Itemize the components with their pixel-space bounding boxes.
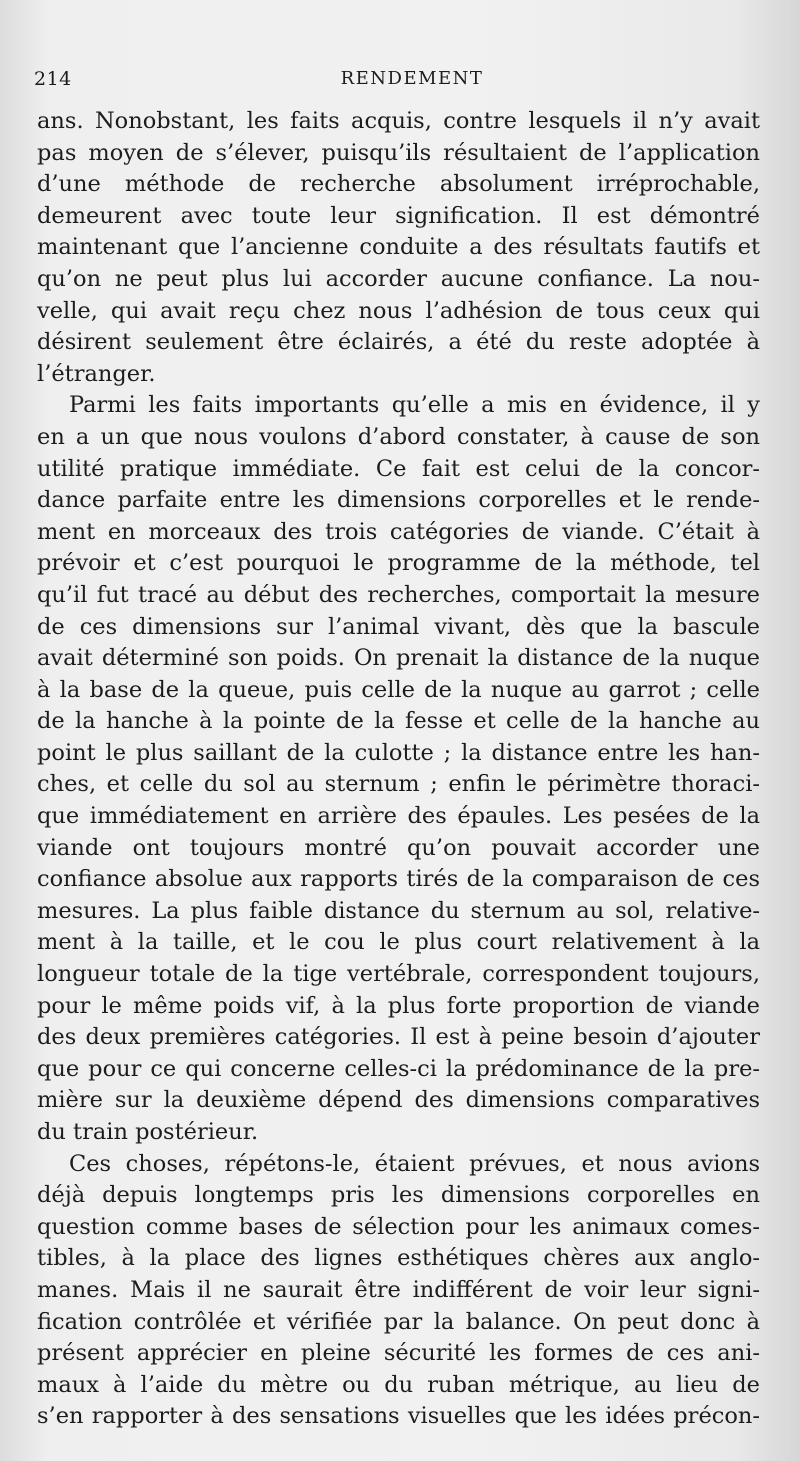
text-line: que immédiatement en arrière des épaules. Les pesées de la bbox=[37, 803, 760, 830]
text-line: de ces dimensions sur l’animal vivant, dès que la bascule bbox=[37, 613, 760, 640]
text-line: manes. Mais il ne saurait être indifférent de voir leur signi- bbox=[37, 1276, 760, 1303]
text-line: s’en rapporter à des sensations visuelles que les idées précon- bbox=[37, 1403, 760, 1430]
text-line: point le plus saillant de la culotte ; la distance entre les han- bbox=[37, 739, 760, 766]
paragraph bbox=[37, 106, 760, 390]
text-line: utilité pratique immédiate. Ce fait est celui de la concor- bbox=[37, 455, 760, 482]
text-line: viande ont toujours montré qu’on pouvait accorder une bbox=[37, 834, 760, 861]
text-line: question comme bases de sélection pour les animaux comes- bbox=[37, 1213, 760, 1240]
body-text bbox=[37, 106, 760, 1433]
page-number: 214 bbox=[34, 68, 72, 90]
text-line: que pour ce qui concerne celles-ci la prédominance de la pre- bbox=[37, 1055, 760, 1082]
paragraph bbox=[37, 1149, 760, 1433]
text-line: longueur totale de la tige vertébrale, correspondent toujours, bbox=[37, 961, 760, 988]
text-line: de la hanche à la pointe de la fesse et celle de la hanche au bbox=[37, 708, 760, 735]
text-line: confiance absolue aux rapports tirés de la comparaison de ces bbox=[37, 866, 760, 893]
text-line: qu’on ne peut plus lui accorder aucune confiance. La nou- bbox=[37, 265, 760, 292]
running-title: RENDEMENT bbox=[340, 68, 484, 89]
text-line: demeurent avec toute leur signification. Il est démontré bbox=[37, 202, 760, 229]
text-line: qu’il fut tracé au début des recherches, comportait la mesure bbox=[37, 581, 760, 608]
text-line: mière sur la deuxième dépend des dimensions comparatives bbox=[37, 1087, 760, 1114]
text-line: ment à la taille, et le cou le plus court relativement à la bbox=[37, 929, 760, 956]
text-line: mesures. La plus faible distance du sternum au sol, relative- bbox=[37, 897, 760, 924]
text-line: maintenant que l’ancienne conduite a des résultats fautifs et bbox=[37, 234, 760, 261]
text-line: du train postérieur. bbox=[37, 1119, 259, 1145]
text-line: à la base de la queue, puis celle de la nuque au garrot ; celle bbox=[37, 676, 760, 703]
running-head bbox=[34, 68, 750, 94]
text-line: tibles, à la place des lignes esthétiques chères aux anglo- bbox=[37, 1245, 760, 1272]
text-line: ment en morceaux des trois catégories de viande. C’était à bbox=[37, 518, 760, 545]
paragraph bbox=[37, 390, 760, 1148]
text-line: ches, et celle du sol au sternum ; enfin le périmètre thoraci- bbox=[37, 771, 760, 798]
text-line: Parmi les faits importants qu’elle a mis en évidence, il y bbox=[69, 392, 760, 419]
text-line: des deux premières catégories. Il est à peine besoin d’ajouter bbox=[37, 1024, 760, 1051]
text-line: déjà depuis longtemps pris les dimensions corporelles en bbox=[37, 1182, 760, 1209]
text-line: Ces choses, répétons-le, étaient prévues, et nous avions bbox=[69, 1150, 760, 1177]
text-line: désirent seulement être éclairés, a été du reste adoptée à bbox=[37, 329, 760, 356]
text-line: prévoir et c’est pourquoi le programme de la méthode, tel bbox=[37, 550, 760, 577]
text-line: d’une méthode de recherche absolument irréprochable, bbox=[37, 171, 760, 198]
text-line: présent apprécier en pleine sécurité les formes de ces ani- bbox=[37, 1340, 760, 1367]
text-line: ans. Nonobstant, les faits acquis, contre lesquels il n’y avait bbox=[37, 108, 760, 134]
text-line: l’étranger. bbox=[37, 360, 156, 387]
text-line: en a un que nous voulons d’abord constater, à cause de son bbox=[37, 423, 760, 450]
text-line: fication contrôlée et vérifiée par la balance. On peut donc à bbox=[37, 1308, 760, 1335]
text-line: maux à l’aide du mètre ou du ruban métrique, au lieu de bbox=[37, 1371, 760, 1398]
text-line: dance parfaite entre les dimensions corporelles et le rende- bbox=[37, 487, 760, 514]
text-line: velle, qui avait reçu chez nous l’adhésion de tous ceux qui bbox=[37, 297, 760, 324]
text-line: avait déterminé son poids. On prenait la distance de la nuque bbox=[37, 645, 760, 672]
text-line: pour le même poids vif, à la plus forte proportion de viande bbox=[37, 992, 760, 1019]
text-line: pas moyen de s’élever, puisqu’ils résultaient de l’application bbox=[37, 139, 760, 166]
